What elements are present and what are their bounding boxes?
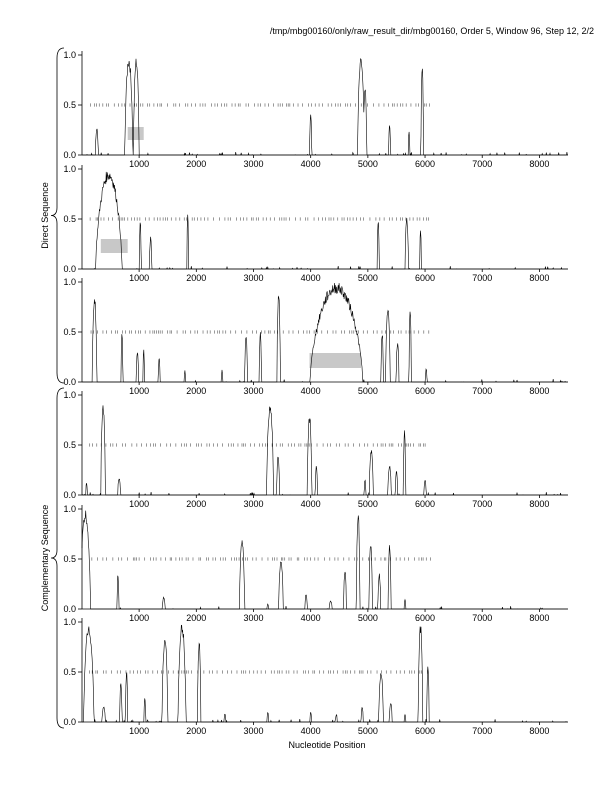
x-tick-label: 6000 xyxy=(415,499,436,509)
coding-region-highlight xyxy=(128,127,144,140)
complementary-sequence-brace xyxy=(51,388,64,728)
coding-probability-line xyxy=(82,172,568,269)
x-tick-label: 1000 xyxy=(129,726,150,736)
x-tick-label: 2000 xyxy=(186,613,207,623)
x-tick-label: 8000 xyxy=(529,386,550,396)
coding-probability-line xyxy=(82,405,568,495)
y-tick-label: 0.5 xyxy=(63,440,76,450)
x-tick-label: 8000 xyxy=(529,613,550,623)
x-tick-label: 8000 xyxy=(529,726,550,736)
coding-probability-line xyxy=(82,511,568,609)
y-tick-label: 1.0 xyxy=(63,504,76,514)
panel-complementary-frame-1 xyxy=(63,390,568,509)
y-tick-label: 0.5 xyxy=(63,100,76,110)
y-tick-label: 0.0 xyxy=(63,604,76,614)
x-tick-label: 3000 xyxy=(243,159,264,169)
y-tick-label: 1.0 xyxy=(63,277,76,287)
x-tick-label: 6000 xyxy=(415,613,436,623)
x-tick-label: 8000 xyxy=(529,499,550,509)
panel-direct-frame-1 xyxy=(63,50,568,169)
x-tick-label: 6000 xyxy=(415,159,436,169)
x-tick-label: 5000 xyxy=(357,273,378,283)
y-tick-label: 0.5 xyxy=(63,554,76,564)
x-tick-label: 2000 xyxy=(186,499,207,509)
y-tick-label: 0.5 xyxy=(63,214,76,224)
x-tick-label: 4000 xyxy=(300,499,321,509)
panel-complementary-frame-3 xyxy=(63,617,568,736)
x-tick-label: 6000 xyxy=(415,273,436,283)
x-tick-label: 5000 xyxy=(357,386,378,396)
direct-sequence-brace xyxy=(51,48,64,383)
x-tick-label: 5000 xyxy=(357,499,378,509)
coding-region-highlight xyxy=(310,353,361,368)
page-title: /tmp/mbg00160/only/raw_result_dir/mbg00160, Order 5, Window 96, Step 12, 2/2 xyxy=(269,26,594,36)
x-tick-label: 2000 xyxy=(186,159,207,169)
x-tick-label: 4000 xyxy=(300,159,321,169)
y-tick-label: 0.0 xyxy=(63,717,76,727)
x-tick-label: 7000 xyxy=(472,499,493,509)
x-tick-label: 7000 xyxy=(472,726,493,736)
panel-direct-frame-2 xyxy=(63,164,568,283)
x-tick-label: 4000 xyxy=(300,386,321,396)
x-tick-label: 1000 xyxy=(129,613,150,623)
x-tick-label: 7000 xyxy=(472,613,493,623)
x-tick-label: 3000 xyxy=(243,386,264,396)
x-tick-label: 7000 xyxy=(472,159,493,169)
y-tick-label: 1.0 xyxy=(63,164,76,174)
x-tick-label: 5000 xyxy=(357,159,378,169)
y-tick-label: 1.0 xyxy=(63,50,76,60)
x-tick-label: 3000 xyxy=(243,613,264,623)
complementary-sequence-label: Complementary Sequence xyxy=(40,504,50,612)
x-tick-label: 6000 xyxy=(415,386,436,396)
y-tick-label: 0.0 xyxy=(63,264,76,274)
x-tick-label: 1000 xyxy=(129,273,150,283)
direct-sequence-label: Direct Sequence xyxy=(40,182,50,249)
brace-layer xyxy=(40,48,64,728)
y-tick-label: 0.5 xyxy=(63,327,76,337)
y-tick-label: 0.0 xyxy=(63,490,76,500)
x-tick-label: 1000 xyxy=(129,499,150,509)
x-tick-label: 2000 xyxy=(186,273,207,283)
y-tick-label: 0.0 xyxy=(63,150,76,160)
coding-probability-line xyxy=(82,625,568,722)
x-tick-label: 4000 xyxy=(300,273,321,283)
y-tick-label: 0.0 xyxy=(63,377,76,387)
x-tick-label: 2000 xyxy=(186,726,207,736)
coding-region-highlight xyxy=(101,239,128,253)
x-tick-label: 3000 xyxy=(243,273,264,283)
coding-probability-line xyxy=(82,59,568,155)
x-tick-label: 1000 xyxy=(129,386,150,396)
y-tick-label: 0.5 xyxy=(63,667,76,677)
x-tick-label: 7000 xyxy=(472,386,493,396)
x-tick-label: 5000 xyxy=(357,613,378,623)
x-tick-label: 4000 xyxy=(300,613,321,623)
y-tick-label: 1.0 xyxy=(63,390,76,400)
panel-complementary-frame-2 xyxy=(63,504,568,623)
x-tick-label: 2000 xyxy=(186,386,207,396)
x-tick-label: 7000 xyxy=(472,273,493,283)
x-tick-label: 1000 xyxy=(129,159,150,169)
y-tick-label: 1.0 xyxy=(63,617,76,627)
x-tick-label: 8000 xyxy=(529,159,550,169)
x-tick-label: 3000 xyxy=(243,499,264,509)
x-tick-label: 8000 xyxy=(529,273,550,283)
x-tick-label: 3000 xyxy=(243,726,264,736)
x-tick-label: 5000 xyxy=(357,726,378,736)
x-axis-title: Nucleotide Position xyxy=(288,740,366,750)
x-tick-label: 6000 xyxy=(415,726,436,736)
x-tick-label: 4000 xyxy=(300,726,321,736)
panel-direct-frame-3 xyxy=(63,277,568,396)
panels-layer xyxy=(63,50,568,736)
